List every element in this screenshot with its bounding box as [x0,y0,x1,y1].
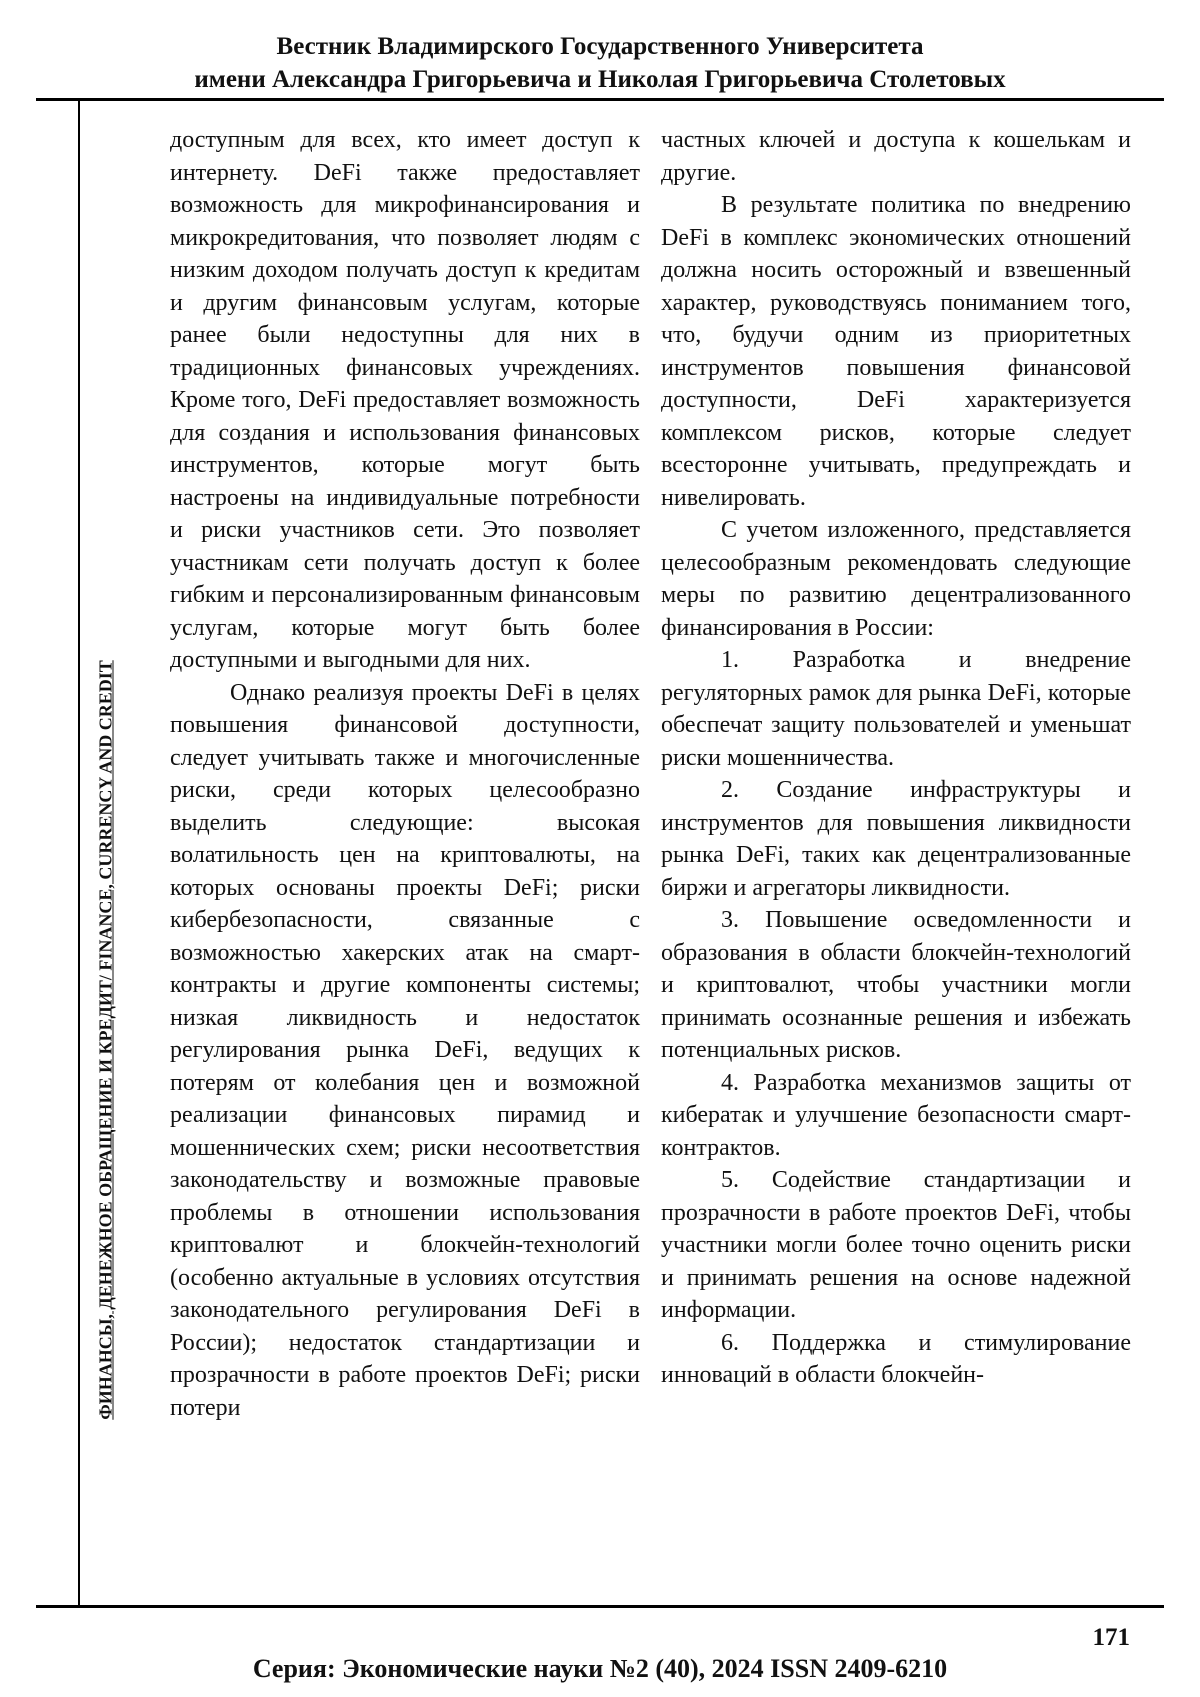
right-column [661,124,1131,1392]
list-item: 1. Разработка и внедрение регуляторных рамок для рынка DeFi, которые обеспечат защиту пользователей и уменьшат риски мошенничества. [661,647,1131,771]
list-item: 3. Повышение осведомленности и образования в области блокчейн-технологий и криптовалют, чтобы участники могли принимать осознанные решения и избежать потенциальных рисков. [661,907,1131,1063]
paragraph: С учетом изложенного, представляется целесообразным рекомендовать следующие меры по развитию децентрализованного финансирования в России: [661,517,1131,641]
section-label: ФИНАНСЫ, ДЕНЕЖНОЕ ОБРАЩЕНИЕ И КРЕДИТ/ FINANCE, CURRENCY AND CREDIT [95,660,116,1420]
header-rule [36,98,1164,101]
left-column [170,124,640,1424]
paragraph: доступным для всех, кто имеет доступ к интернету. DeFi также предоставляет возможность для микрофинансирования и микрокредитования, что позволяет людям с низким доходом получать доступ к кредитам и другим финансовым услугам, которые ранее были недоступны для них в традиционных финансовых учреждениях. Кроме того, DeFi предоставляет возможность для создания и использования финансовых инструментов, которые могут быть настроены на индивидуальные потребности и риски участников сети. Это позволяет участникам сети получать доступ к более гибким и персонализированным финансовым услугам, которые могут быть более доступными и выгодными для них. [170,127,640,673]
list-item: 5. Содействие стандартизации и прозрачности в работе проектов DeFi, чтобы участники могли более точно оценить риски и принимать решения на основе надежной информации. [661,1167,1131,1323]
paragraph: В результате политика по внедрению DeFi в комплекс экономических отношений должна носить осторожный и взвешенный характер, руководствуясь пониманием того, что, будучи одним из приоритетных инструментов повышения финансовой доступности, DeFi характеризуется комплексом рисков, которые следует всесторонне учитывать, предупреждать и нивелировать. [661,192,1131,511]
journal-title-line-1: Вестник Владимирского Государственного Университета [276,33,924,60]
paragraph: Однако реализуя проекты DeFi в целях повышения финансовой доступности, следует учитывать также и многочисленные риски, среди которых целесообразно выделить следующие: высокая волатильность цен на криптовалюты, на которых основаны проекты DeFi; риски кибербезопасности, связанные с возможностью хакерских атак на смарт-контракты и другие компоненты системы; низкая ликвидность и недостаток регулирования рынка DeFi, ведущих к потерям от колебания цен и возможной реализации финансовых пирамид и мошеннических схем; риски несоответствия законодательству и возможные правовые проблемы в отношении использования криптовалют и блокчейн-технологий (особенно актуальные в условиях отсутствия законодательного регулирования DeFi в России); недостаток стандартизации и прозрачности в работе проектов DeFi; риски потери [170,679,640,1421]
list-item: 2. Создание инфраструктуры и инструментов для повышения ликвидности рынка DeFi, таких как децентрализованные биржи и агрегаторы ликвидности. [661,777,1131,901]
journal-header [40,30,1160,96]
page-number: 171 [1092,1624,1130,1651]
series-footer: Серия: Экономические науки №2 (40), 2024 ISSN 2409-6210 [252,1654,948,1683]
journal-title-line-2: имени Александра Григорьевича и Николая Григорьевича Столетовых [194,66,1006,93]
side-divider [78,101,80,1605]
paragraph: частных ключей и доступа к кошелькам и другие. [661,127,1131,186]
list-item: 6. Поддержка и стимулирование инноваций в области блокчейн- [661,1329,1131,1388]
list-item: 4. Разработка механизмов защиты от кибератак и улучшение безопасности смарт-контрактов. [661,1069,1131,1161]
footer-rule [36,1605,1164,1608]
